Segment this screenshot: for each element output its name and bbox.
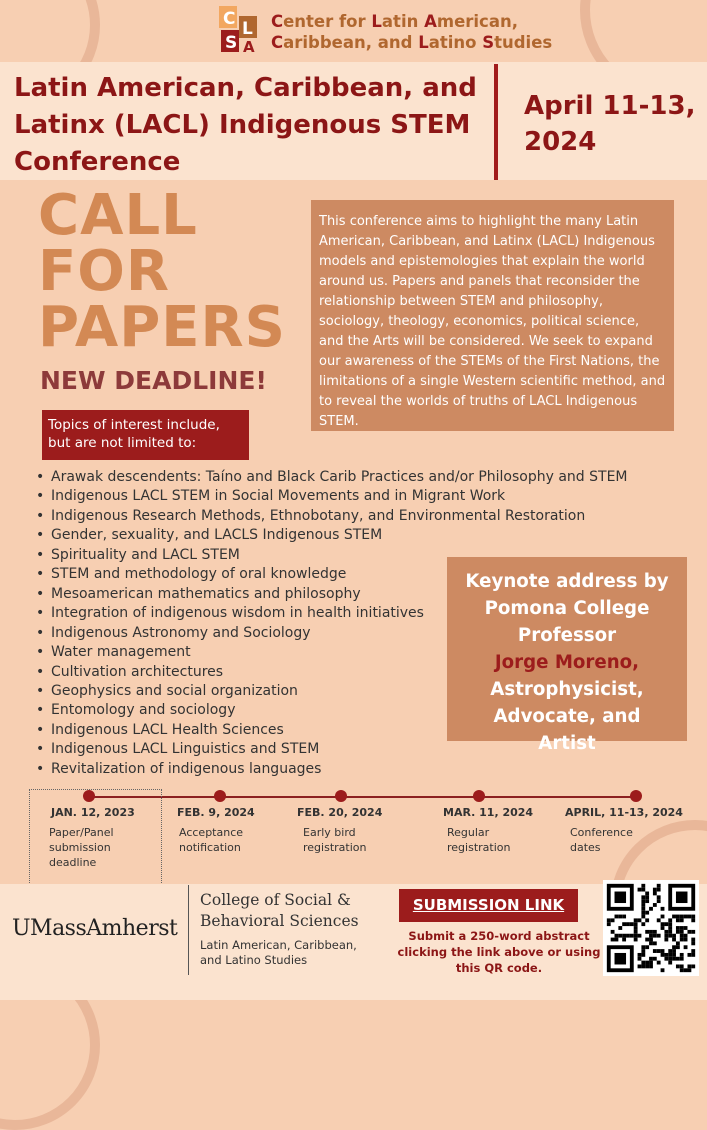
topic-item: • STEM and methodology of oral knowledge <box>36 565 646 584</box>
topic-item: • Entomology and sociology <box>36 701 646 720</box>
keynote-speaker-name: Jorge Moreno, <box>494 652 640 673</box>
timeline-dot <box>473 790 485 802</box>
timeline-dot <box>335 790 347 802</box>
center-name-line1 <box>271 11 552 32</box>
topic-item: • Indigenous Astronomy and Sociology <box>36 624 646 643</box>
keynote-intro: Keynote address by Pomona College Professor <box>465 571 669 646</box>
qr-code-graphic <box>603 880 699 976</box>
timeline-dot <box>214 790 226 802</box>
clacls-logo-icon <box>219 6 259 54</box>
topic-item: • Arawak descendents: Taíno and Black Carib Practices and/or Philosophy and STEM <box>36 468 646 487</box>
timeline-date: FEB. 20, 2024 <box>297 806 383 819</box>
logo-letter-l: L <box>242 19 253 39</box>
topic-item: • Cultivation architectures <box>36 663 646 682</box>
topics-heading: Topics of interest include, but are not limited to: <box>42 410 249 460</box>
logo-letter-a: A <box>243 38 255 54</box>
topic-item: • Spirituality and LACL STEM <box>36 546 646 565</box>
call-for-papers-heading <box>38 183 308 360</box>
center-name-part: merican, <box>436 12 518 31</box>
topic-item: • Gender, sexuality, and LACLS Indigenous STEM <box>36 526 646 545</box>
conference-description: This conference aims to highlight the many Latin American, Caribbean, and Latinx (LACL) Indigenous models and epistemologies that explain the world around us. Papers and panels that reconsider the relationship between STEM and philosophy, sociology, theology, economics, political science, and the Arts will be considered. We seek to expand our awareness of the STEMs of the First Nations, the limitations of a single Western scientific method, and to reveal the worlds of truths of LACL Indigenous STEM. <box>311 200 674 431</box>
logo-letter-c: C <box>223 9 236 29</box>
topic-item: • Mesoamerican mathematics and philosophy <box>36 585 646 604</box>
qr-code-icon[interactable] <box>603 880 699 976</box>
timeline-label: Paper/Panel submission deadline <box>49 826 114 869</box>
logo-letter-s: S <box>225 33 238 53</box>
center-name <box>271 11 552 53</box>
center-name-cap: C <box>271 33 284 52</box>
timeline-label: Acceptance notification <box>179 826 244 854</box>
center-name-part: enter for <box>283 12 372 31</box>
timeline-label: Early bird registration <box>303 826 367 854</box>
conference-title: Latin American, Caribbean, and Latinx (LACL) Indigenous STEM Conference <box>14 73 477 177</box>
timeline-label: Regular registration <box>447 826 511 854</box>
topic-item: • Indigenous LACL Health Sciences <box>36 721 646 740</box>
college-name: College of Social & Behavioral Sciences <box>200 891 359 930</box>
cfp-line-papers: PAPERS <box>38 295 286 360</box>
timeline-dot <box>630 790 642 802</box>
keynote-speaker-roles: Astrophysicist, Advocate, and Artist <box>490 679 644 754</box>
topic-item: • Integration of indigenous wisdom in health initiatives <box>36 604 646 623</box>
new-deadline-heading: NEW DEADLINE! <box>40 366 267 395</box>
title-divider <box>494 64 498 180</box>
timeline-date: APRIL, 11-13, 2024 <box>565 806 683 819</box>
topic-item: • Water management <box>36 643 646 662</box>
topic-item: • Geophysics and social organization <box>36 682 646 701</box>
center-name-part: aribbean, and <box>283 33 419 52</box>
topic-item: • Indigenous LACL Linguistics and STEM <box>36 740 646 759</box>
topic-item: • Indigenous Research Methods, Ethnobotany, and Environmental Restoration <box>36 507 646 526</box>
center-name-cap: A <box>424 12 437 31</box>
center-name-part: atin <box>381 12 425 31</box>
timeline-date: JAN. 12, 2023 <box>51 806 135 819</box>
topic-item: • Indigenous LACL STEM in Social Movements and in Migrant Work <box>36 487 646 506</box>
timeline-label: Conference dates <box>570 826 633 854</box>
center-name-cap: S <box>482 33 495 52</box>
cfp-line-for: FOR <box>38 239 170 304</box>
center-name-cap: C <box>271 12 284 31</box>
timeline-date: MAR. 11, 2024 <box>443 806 534 819</box>
topic-item: • Revitalization of indigenous languages <box>36 760 646 779</box>
timeline-line <box>88 796 638 798</box>
cfp-line-call: CALL <box>38 183 198 248</box>
submission-instructions: Submit a 250-word abstract clicking the link above or using this QR code. <box>397 929 601 975</box>
center-name-cap: L <box>418 33 429 52</box>
center-name-cap: L <box>371 12 382 31</box>
umass-amherst-logo: UMassAmherst <box>12 916 178 941</box>
timeline-dot <box>83 790 95 802</box>
center-logo <box>215 6 555 54</box>
timeline-date: FEB. 9, 2024 <box>177 806 255 819</box>
department-name: Latin American, Caribbean, and Latino Studies <box>200 938 357 967</box>
center-name-part: atino <box>428 33 483 52</box>
footer-divider <box>188 885 189 975</box>
conference-date: April 11-13, 2024 <box>524 91 696 157</box>
center-name-line2 <box>271 32 552 53</box>
center-name-part: tudies <box>494 33 553 52</box>
keynote-box <box>447 557 687 754</box>
submission-link-button[interactable]: SUBMISSION LINK <box>399 889 578 922</box>
